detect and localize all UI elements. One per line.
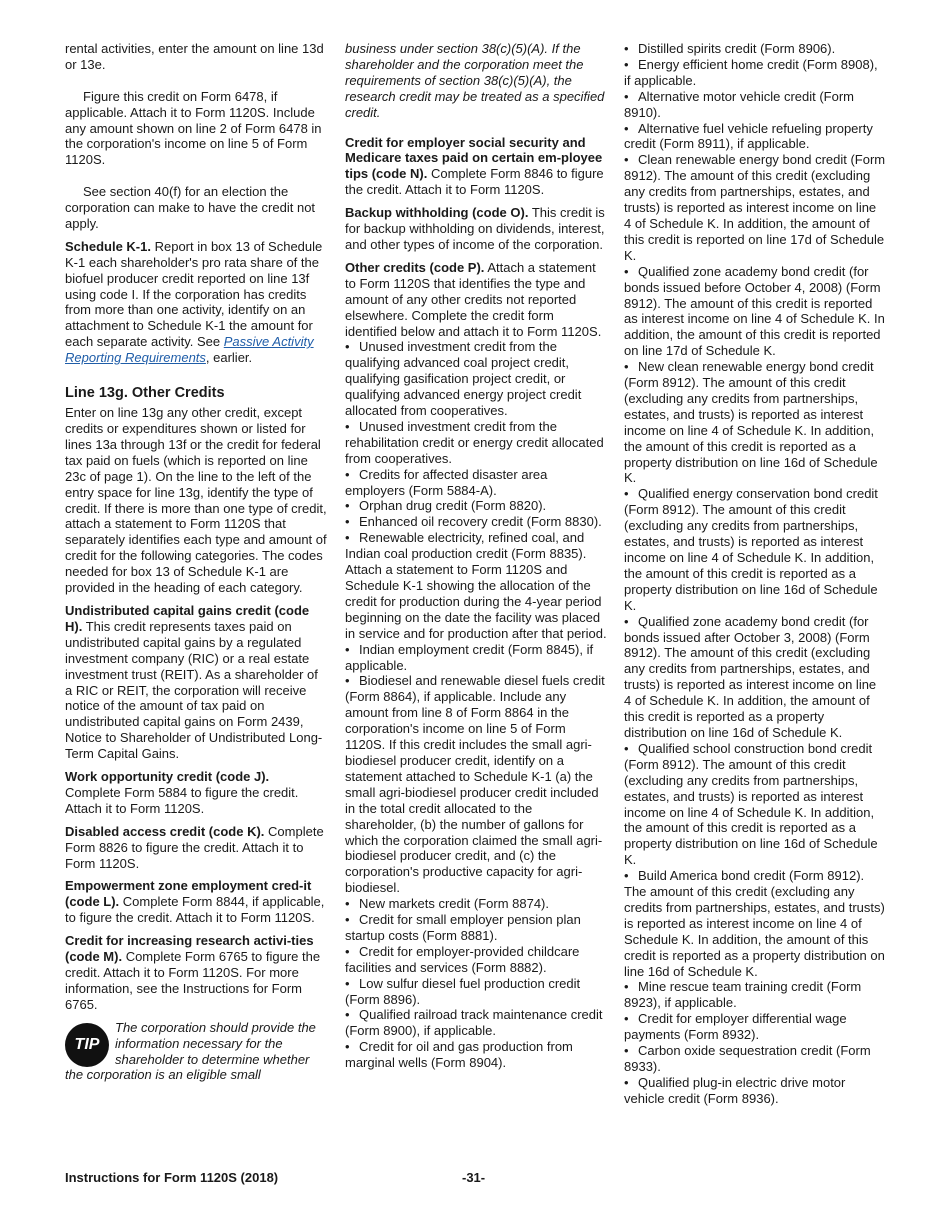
list-item — [345, 467, 607, 499]
bullet-icon: • — [624, 1043, 629, 1059]
list-item-text: Credits for affected disaster area employers (Form 5884-A). — [345, 466, 548, 498]
bullet-icon: • — [345, 1007, 350, 1023]
column-2 — [345, 41, 607, 1071]
code-h-paragraph — [65, 603, 327, 762]
bullet-icon: • — [345, 418, 350, 434]
list-item — [624, 359, 886, 486]
bullet-list — [345, 339, 607, 1071]
paragraph-text: Complete Form 8844, if applicable, to figure the credit. Attach it to Form 1120S. — [65, 894, 325, 926]
paragraph-text: , earlier. — [205, 350, 253, 366]
bullet-icon: • — [345, 673, 350, 689]
run-in-heading: Other credits (code P). — [345, 259, 485, 275]
bullet-icon: • — [345, 975, 350, 991]
bullet-icon: • — [624, 263, 629, 279]
run-in-heading: Credit for increasing research activi-ties (code M). — [65, 933, 314, 965]
bullet-icon: • — [345, 943, 350, 959]
list-item-text: Credit for small employer pension plan startup costs (Form 8881). — [345, 912, 581, 943]
list-item — [624, 614, 886, 741]
list-item-text: Distilled spirits credit (Form 8906). — [638, 41, 836, 56]
bullet-icon: • — [345, 641, 350, 657]
bullet-icon: • — [345, 1039, 350, 1055]
paragraph: Figure this credit on Form 6478, if applicable. Attach it to Form 1120S. Include any amount shown on line 2 of Form 6478 in the corporation's income on line 5 of Form 1120S. — [65, 88, 322, 168]
list-item — [624, 152, 886, 263]
tip-icon: TIP — [65, 1023, 109, 1067]
bullet-icon: • — [624, 152, 629, 168]
list-item-text: Renewable electricity, refined coal, and Indian coal production credit (Form 8835). Attach a statement to Form 1120S and Schedule K-1 showing the allocation of the credit for production during the 4-year period beginning on the date the facility was placed in service and for production after that period. — [345, 530, 607, 641]
bullet-icon: • — [624, 1074, 629, 1090]
bullet-icon: • — [624, 868, 629, 884]
list-item-text: New clean renewable energy bond credit (Form 8912). The amount of this credit (excluding any credits from partnerships, estates, and trusts) is reported as interest income on line 4 of Schedule K. In addition, the amount of this credit is reported as a property distribution on line 16d of Schedule K. — [624, 359, 878, 486]
bullet-icon: • — [624, 56, 629, 72]
paragraph: See section 40(f) for an election the corporation can make to have the credit not apply. — [65, 184, 316, 231]
list-item-text: Clean renewable energy bond credit (Form 8912). The amount of this credit (excluding any credits from partnerships, estates, and trusts) is reported as interest income on line 4 of Schedule K. In addition, the amount of this credit is reported on line 17d of Schedule K. — [624, 152, 886, 263]
list-item — [624, 89, 886, 121]
list-item-text: Low sulfur diesel fuel production credit (Form 8896). — [345, 975, 581, 1007]
list-item-text: Qualified energy conservation bond credit (Form 8912). The amount of this credit (excluding any credits from partnerships, estates, and trusts) is reported as interest income on line 4 of Schedule K. In addition, the amount of this credit is reported as a property distribution on line 16d of Schedule K. — [624, 486, 878, 613]
run-in-heading: Work opportunity credit (code J). — [65, 769, 270, 785]
list-item — [624, 1043, 886, 1075]
bullet-icon: • — [345, 466, 350, 482]
list-item-text: Build America bond credit (Form 8912). The amount of this credit (excluding any credits from partnerships, estates, and trusts) is reported as interest income on line 4 of Schedule K. In addition, the amount of this credit is reported as a property distribution on line 16d of Schedule K. — [624, 868, 885, 979]
bullet-icon: • — [345, 530, 350, 546]
list-item-text: Indian employment credit (Form 8845), if applicable. — [345, 641, 594, 673]
paragraph-text: Complete Form 8826 to figure the credit. Attach it to Form 1120S. — [65, 823, 324, 871]
list-item-text: New markets credit (Form 8874). — [359, 896, 549, 912]
bullet-icon: • — [624, 979, 629, 995]
list-item — [345, 1007, 607, 1039]
list-item-text: Unused investment credit from the qualifying advanced coal project credit, qualifying gasification project credit, or qualifying advanced energy project credit allocated from cooperatives. — [345, 339, 582, 419]
list-item — [345, 976, 607, 1008]
list-item — [345, 498, 607, 514]
code-m-paragraph — [65, 933, 327, 1013]
list-item — [345, 419, 607, 467]
paragraph-text: Complete Form 8846 to figure the credit. Attach it to Form 1120S. — [345, 166, 604, 198]
bullet-icon: • — [624, 486, 629, 502]
run-in-heading: Disabled access credit (code K). — [65, 823, 265, 839]
bullet-icon: • — [624, 613, 629, 629]
list-item — [345, 944, 607, 976]
column-1 — [65, 41, 327, 1083]
column-3 — [624, 41, 886, 1107]
list-item — [345, 912, 607, 944]
list-item-text: Biodiesel and renewable diesel fuels credit (Form 8864), if applicable. Include any amount from line 8 of Form 8864 in the corporation's income on line 5 of Form 1120S. If this credit includes the small agri-biodiesel producer credit, identify on a statement attached to Schedule K-1 (a) the small agri-biodiesel producer credit included in the total credit allocated to the shareholder, (b) the number of gallons for which the corporation claimed the small agri-biodiesel producer credit, and (c) the corporation's productive capacity for agri-biodiesel. — [345, 673, 605, 896]
list-item — [624, 41, 886, 57]
bullet-icon: • — [624, 1011, 629, 1027]
paragraph: rental activities, enter the amount on line 13d or 13e. — [65, 41, 324, 72]
list-item-text: Alternative fuel vehicle refueling property credit (Form 8911), if applicable. — [624, 120, 873, 152]
list-item-text: Credit for employer differential wage payments (Form 8932). — [624, 1011, 847, 1043]
section-heading: Line 13g. Other Credits — [65, 385, 225, 402]
list-item-text: Credit for oil and gas production from marginal wells (Form 8904). — [345, 1039, 573, 1071]
list-item-text: Qualified school construction bond credit (Form 8912). The amount of this credit (excluding any credits from partnerships, estates, and trusts) is reported as interest income on line 4 of Schedule K. In addition, the amount of this credit is reported as a property distribution on line 16d of Schedule K. — [624, 740, 878, 868]
list-item-text: Alternative motor vehicle credit (Form 8910). — [624, 88, 855, 120]
bullet-icon: • — [624, 120, 629, 136]
bullet-icon: • — [624, 740, 629, 756]
code-o-paragraph — [345, 205, 607, 253]
list-item — [345, 673, 607, 896]
run-in-heading: Undistributed capital gains credit (code H). — [65, 602, 310, 634]
list-item-text: Qualified zone academy bond credit (for bonds issued after October 3, 2008) (Form 8912). The amount of this credit (excluding any credits from partnerships, estates, and trusts) is reported as interest income on line 4 of Schedule K. In addition, the amount of this credit is reported as a property distribution on line 16d of Schedule K. — [624, 613, 877, 740]
code-j-paragraph — [65, 769, 327, 817]
list-item — [624, 121, 886, 153]
page-number: -31- — [462, 1170, 486, 1185]
tip-text: The corporation should provide the information necessary for the shareholder to determine whether the corporation is an eligible small — [65, 1019, 316, 1083]
paragraph-text: Complete Form 5884 to figure the credit. Attach it to Form 1120S. — [65, 784, 299, 816]
run-in-heading: Credit for employer social security and Medicare taxes paid on certain em-ployee tips (code N). — [345, 134, 603, 182]
list-item-text: Qualified zone academy bond credit (for bonds issued before October 4, 2008) (Form 8912). The amount of this credit is reported as interest income on line 4 of Schedule K. In addition, the amount of this credit is reported on line 17d of Schedule K. — [624, 263, 885, 359]
list-item-text: Carbon oxide sequestration credit (Form 8933). — [624, 1043, 871, 1074]
tip-box — [65, 1020, 327, 1084]
bullet-icon: • — [345, 339, 350, 355]
list-item — [345, 339, 607, 419]
list-item-text: Energy efficient home credit (Form 8908), if applicable. — [624, 56, 878, 88]
run-in-heading: Empowerment zone employment cred-it (code L). — [65, 878, 312, 910]
bullet-icon: • — [624, 359, 629, 375]
footer-title: Instructions for Form 1120S (2018) — [65, 1170, 279, 1185]
list-item — [624, 264, 886, 359]
list-item-text: Credit for employer-provided childcare facilities and services (Form 8882). — [345, 943, 580, 975]
run-in-heading: Backup withholding (code O). — [345, 205, 529, 221]
paragraph: Enter on line 13g any other credit, except credits or expenditures shown or listed for lines 13a through 13f or the credit for federal tax paid on fuels (which is reported on line 23c of page 1). On the line to the left of the entry space for line 13g, identify the type of credit. If there is more than one type of credit, attach a statement to Form 1120S that separately identifies each type and amount of credit for the following categories. The codes needed for box 13 of Schedule K-1 are provided in the heading of each category. — [65, 405, 327, 596]
tip-continuation: business under section 38(c)(5)(A). If the shareholder and the corporation meet the requirements of section 38(c)(5)(A), the research credit may be treated as a specified credit. — [345, 41, 605, 120]
list-item — [345, 896, 607, 912]
code-k-paragraph — [65, 824, 327, 872]
paragraph-text: Report in box 13 of Schedule K-1 each shareholder's pro rata share of the biofuel producer credit reported on line 13f using code I. If the corporation has credits from more than one activity, identify on an attachment to Schedule K-1 the amount for each separate activity. See — [65, 238, 323, 350]
list-item-text: Mine rescue team training credit (Form 8923), if applicable. — [624, 979, 862, 1011]
bullet-icon: • — [624, 41, 629, 56]
list-item-text: Orphan drug credit (Form 8820). — [359, 498, 547, 514]
list-item-text: Qualified railroad track maintenance credit (Form 8900), if applicable. — [345, 1007, 603, 1039]
bullet-icon: • — [345, 498, 350, 514]
list-item-text: Enhanced oil recovery credit (Form 8830). — [359, 514, 602, 530]
bullet-icon: • — [345, 514, 350, 530]
code-l-paragraph — [65, 878, 327, 926]
list-item — [624, 486, 886, 613]
list-item — [624, 1075, 886, 1107]
bullet-icon: • — [345, 912, 350, 928]
list-item — [624, 57, 886, 89]
list-item — [345, 642, 607, 674]
paragraph-text: Attach a statement to Form 1120S that identifies the type and amount of any other credits not reported elsewhere. Complete the credit form identified below and attach it to Form 1120S. — [345, 259, 602, 339]
passive-activity-link[interactable]: Passive Activity Reporting Requirements — [65, 334, 314, 366]
bullet-icon: • — [624, 88, 629, 104]
list-item — [624, 1011, 886, 1043]
list-item — [345, 514, 607, 530]
bullet-icon: • — [345, 896, 350, 912]
bullet-list — [624, 41, 886, 1107]
paragraph-text: Complete Form 6765 to figure the credit. Attach it to Form 1120S. For more information, see the Instructions for Form 6765. — [65, 949, 321, 1012]
list-item-text: Qualified plug-in electric drive motor vehicle credit (Form 8936). — [624, 1074, 846, 1106]
schedule-k1-paragraph — [65, 239, 327, 366]
list-item — [624, 741, 886, 868]
paragraph-text: This credit represents taxes paid on undistributed capital gains by a regulated investment company (RIC) or a real estate investment trust (REIT). As a shareholder of a RIC or REIT, the corporation will receive notice of the amount of tax paid on undistributed capital gains on Form 2439, Notice to Shareholder of Undistributed Long-Term Capital Gains. — [65, 618, 323, 762]
run-in-heading: Schedule K-1. — [65, 238, 151, 254]
list-item — [624, 979, 886, 1011]
list-item-text: Unused investment credit from the rehabilitation credit or energy credit allocated from cooperatives. — [345, 418, 604, 466]
list-item — [345, 1039, 607, 1071]
code-p-paragraph — [345, 260, 607, 340]
paragraph-text: This credit is for backup withholding on dividends, interest, and other types of income of the corporation. — [345, 205, 605, 252]
code-n-paragraph — [345, 135, 607, 199]
list-item — [345, 530, 607, 641]
list-item — [624, 868, 886, 979]
